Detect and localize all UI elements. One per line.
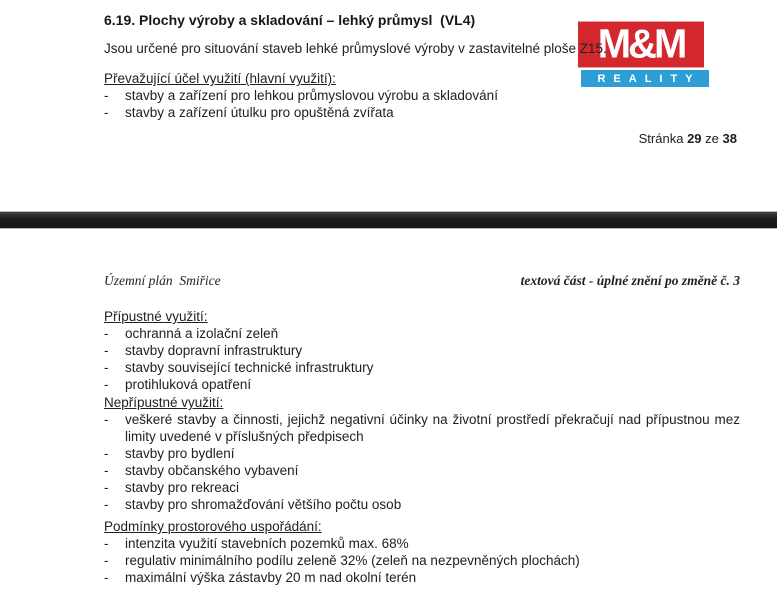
list-item-text: regulativ minimálního podílu zeleně 32% (zeleň na nezpevněných plochách) [125,553,580,568]
list-item-text: stavby pro rekreaci [125,480,240,495]
list-item [104,411,740,445]
page-number-current: 29 [687,131,702,146]
list-item [104,342,740,359]
main-use-heading: Převažující účel využití (hlavní využití): [104,71,336,86]
section-podminky [104,518,740,586]
list-item [104,325,740,342]
list-item [104,462,740,479]
bullet-dash: - [104,463,109,478]
main-use-list [104,87,740,121]
bullet-dash: - [104,360,109,375]
list-item-text: veškeré stavby a činnosti, jejichž negativní účinky na životní prostředí překračují nad přípustnou mez limity uvedené v příslušných předpisech [125,412,740,444]
list-item [104,87,740,104]
document-title: Územní plán Smiřice [104,273,221,288]
page2-header [104,273,740,289]
section-heading: Nepřípustné využití: [104,395,224,410]
page-number-total: 38 [722,131,737,146]
list-item-text: stavby a zařízení pro lehkou průmyslovou výrobu a skladování [125,88,498,103]
logo-mm-mark: M&M [578,22,704,68]
intro-paragraph: Jsou určené pro situování staveb lehké průmyslové výroby v zastavitelné ploše Z15. [104,41,607,56]
list-item-text: stavby a zařízení útulku pro opuštěná zvířata [125,105,394,120]
list-item [104,569,740,586]
bullet-dash: - [104,570,109,585]
bullet-dash: - [104,377,109,392]
list-item [104,552,740,569]
list-item-text: ochranná a izolační zeleň [125,326,279,341]
bullet-dash: - [104,480,109,495]
section-heading: Přípustné využití: [104,309,208,324]
list-item [104,376,740,393]
list-item [104,104,740,121]
bullet-dash: - [104,343,109,358]
page-break-divider [0,211,777,229]
page1-section-heading: 6.19. Plochy výroby a skladování – lehký průmysl (VL4) [104,12,476,28]
bullet-dash: - [104,105,109,120]
page-number [639,131,737,146]
list-item [104,535,740,552]
bullet-dash: - [104,497,109,512]
list-item [104,496,740,513]
section-heading: Podmínky prostorového uspořádání: [104,519,322,534]
bullet-dash: - [104,326,109,341]
list-item-text: stavby občanského vybavení [125,463,299,478]
document-subtitle: textová část - úplné znění po změně č. 3 [520,273,740,288]
list-item-text: stavby pro bydlení [125,446,235,461]
bullet-dash: - [104,412,109,427]
list-item [104,445,740,462]
section-pripustne [104,308,740,393]
section-nepripustne [104,394,740,513]
list-item-text: maximální výška zástavby 20 m nad okolní terén [125,570,417,585]
list-item [104,479,740,496]
list-item-text: protihluková opatření [125,377,252,392]
page-number-prefix: Stránka [638,131,684,146]
bullet-dash: - [104,446,109,461]
list-item-text: intenzita využití stavebních pozemků max. 68% [125,536,409,551]
list-item-text: stavby dopravní infrastruktury [125,343,303,358]
bullet-dash: - [104,88,109,103]
page-number-separator: ze [705,131,719,146]
bullet-dash: - [104,536,109,551]
list-item [104,359,740,376]
list-item-text: stavby související technické infrastruktury [125,360,374,375]
logo-reality-banner: REALITY [581,70,709,87]
list-item-text: stavby pro shromažďování většího počtu osob [125,497,402,512]
bullet-dash: - [104,553,109,568]
